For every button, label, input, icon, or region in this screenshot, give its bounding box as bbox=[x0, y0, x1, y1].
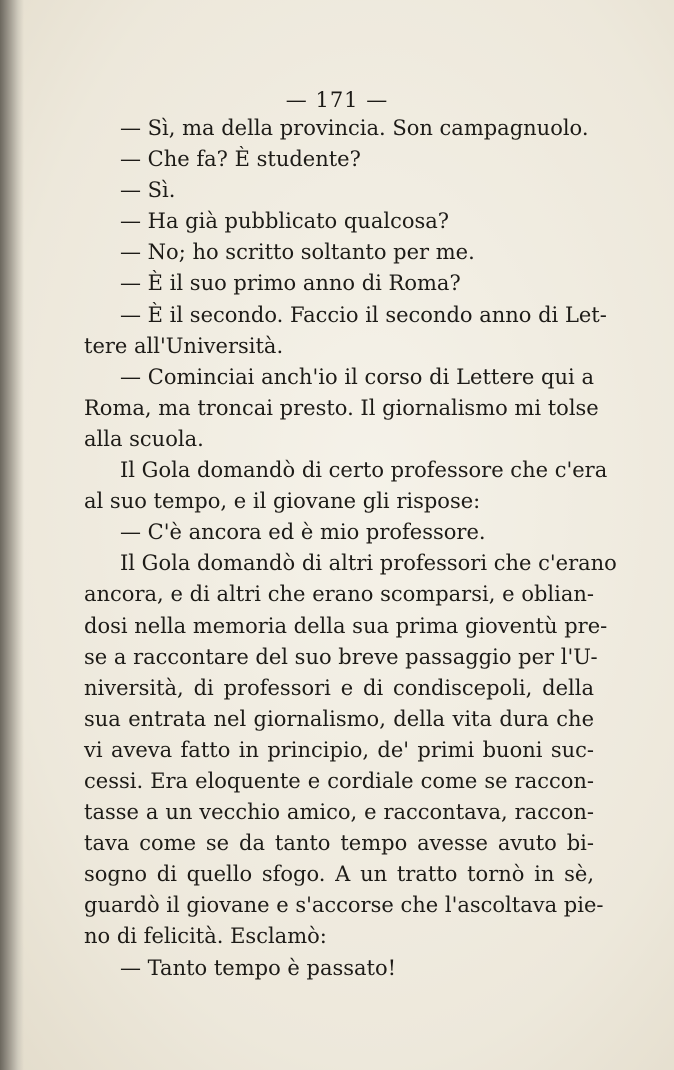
text-line: guardò il giovane e s'accorse che l'ascoltava pie- bbox=[84, 893, 604, 918]
text-line: — Sì. bbox=[120, 178, 176, 203]
text-line: sua entrata nel giornalismo, della vita dura che bbox=[84, 706, 594, 731]
text-line: dosi nella memoria della sua prima gioventù pre- bbox=[84, 613, 608, 638]
text-line: se a raccontare del suo breve passaggio per l'U- bbox=[84, 644, 598, 669]
text-line: cessi. Era eloquente e cordiale come se raccon- bbox=[84, 768, 594, 793]
page-number: — 171 — bbox=[285, 88, 389, 112]
text-line: no di felicità. Esclamò: bbox=[84, 924, 327, 949]
text-line: tasse a un vecchio amico, e raccontava, raccon- bbox=[84, 800, 594, 825]
text-line: — Ha già pubblicato qualcosa? bbox=[120, 209, 450, 234]
text-line: Il Gola domandò di altri professori che c'erano bbox=[120, 551, 617, 576]
text-line: tava come se da tanto tempo avesse avuto bi- bbox=[84, 831, 594, 856]
text-line: — Tanto tempo è passato! bbox=[120, 955, 397, 980]
text-line: vi aveva fatto in principio, de' primi buoni suc- bbox=[84, 737, 594, 762]
text-line: alla scuola. bbox=[84, 426, 204, 451]
text-line: sogno di quello sfogo. A un tratto tornò in sè, bbox=[84, 862, 594, 887]
text-line: — È il secondo. Faccio il secondo anno di Let- bbox=[120, 302, 607, 327]
text-line: — Sì, ma della provincia. Son campagnuolo. bbox=[120, 116, 589, 140]
text-line: — È il suo primo anno di Roma? bbox=[120, 271, 461, 296]
text-line: — No; ho scritto soltanto per me. bbox=[120, 240, 475, 265]
text-line: Il Gola domandò di certo professore che c'era bbox=[120, 458, 608, 483]
text-line: Roma, ma troncai presto. Il giornalismo mi tolse bbox=[84, 395, 599, 420]
text-line: ancora, e di altri che erano scomparsi, e oblian- bbox=[84, 582, 594, 607]
text-line: al suo tempo, e il giovane gli rispose: bbox=[84, 489, 481, 514]
text-line: niversità, di professori e di condiscepoli, della bbox=[84, 675, 594, 700]
book-binding-edge bbox=[0, 0, 24, 1070]
text-line: — Cominciai anch'io il corso di Lettere qui a bbox=[120, 364, 594, 389]
body-text bbox=[84, 113, 617, 984]
text-line: — C'è ancora ed è mio professore. bbox=[120, 520, 486, 545]
text-line: tere all'Università. bbox=[84, 333, 284, 358]
text-line: — Che fa? È studente? bbox=[120, 147, 361, 172]
